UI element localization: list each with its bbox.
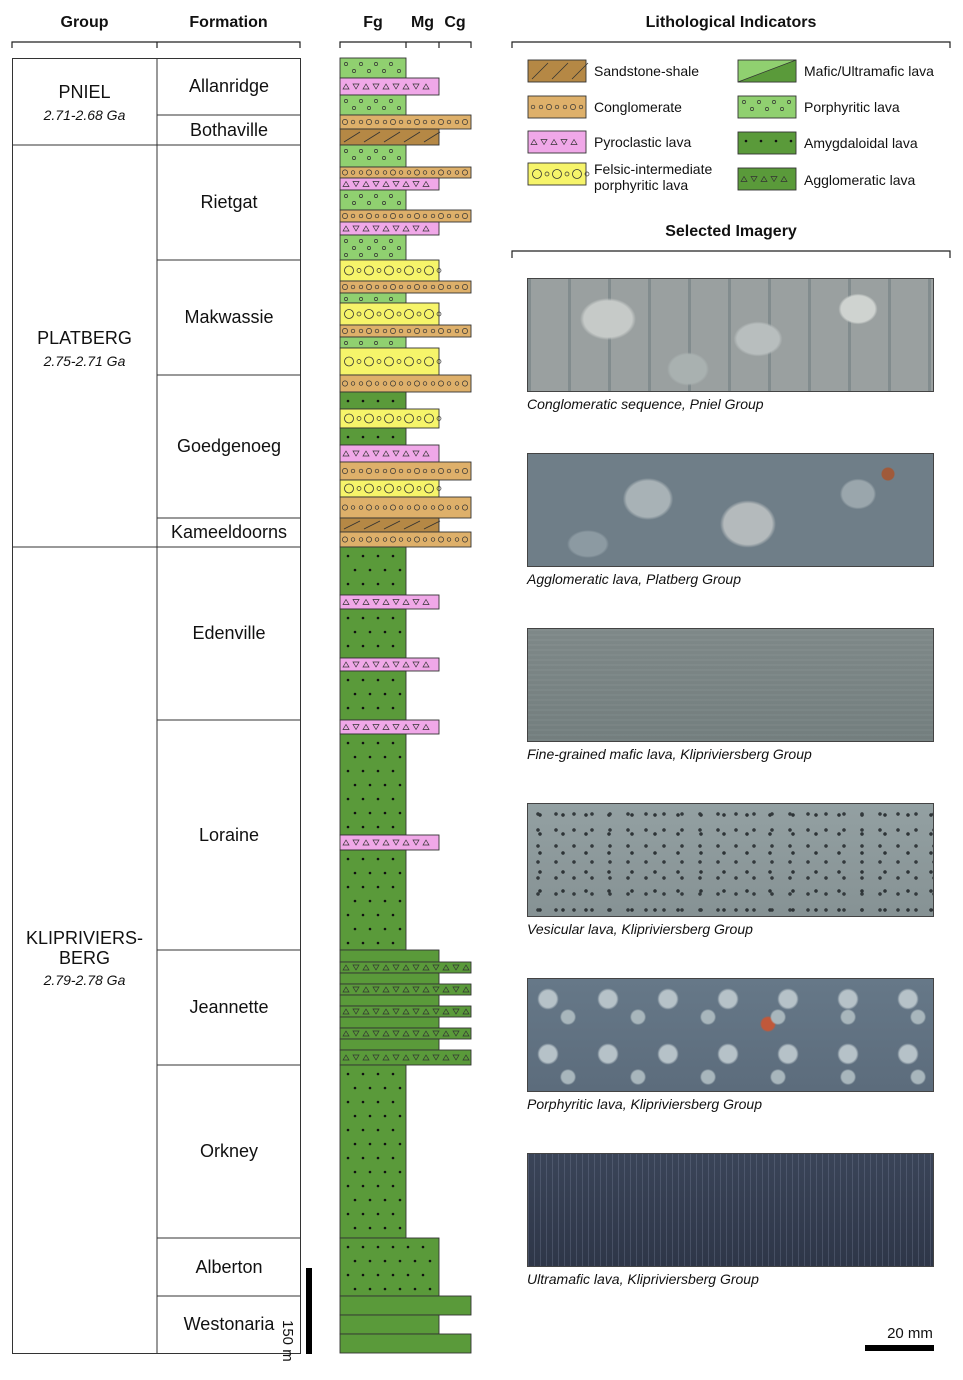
layer-sandstone bbox=[528, 60, 588, 82]
layer-porphyritic bbox=[340, 337, 406, 348]
lithological-indicators-header: Lithological Indicators bbox=[645, 14, 817, 31]
legend-label-mafic-ultramafic-lava: Mafic/Ultramafic lava bbox=[804, 63, 934, 79]
layer-pyroclastic bbox=[340, 720, 439, 734]
layer-pyroclastic bbox=[528, 131, 586, 153]
layer-conglomerate bbox=[528, 96, 586, 118]
layer-amygdaloidal bbox=[738, 132, 796, 154]
layer-mafic bbox=[340, 1315, 439, 1334]
layer-amygdaloidal bbox=[340, 1065, 406, 1238]
layer-amygdaloidal bbox=[340, 995, 439, 1006]
formation-bothaville: Bothaville bbox=[189, 119, 269, 140]
group-header: Group bbox=[60, 14, 109, 31]
cg-header: Cg bbox=[444, 14, 466, 31]
caption-vesicular: Vesicular lava, Klipriviersberg Group bbox=[527, 921, 753, 937]
image-scale-bar bbox=[865, 1345, 934, 1351]
formation-orkney: Orkney bbox=[199, 1141, 259, 1161]
selected-imagery-header: Selected Imagery bbox=[665, 223, 797, 240]
layer-amygdaloidal bbox=[340, 671, 406, 720]
mg-header: Mg bbox=[410, 14, 435, 31]
layer-pyroclastic bbox=[340, 445, 439, 462]
legend-label-felsic-intermediate-porphyritic-lava: Felsic-intermediate porphyritic lava bbox=[594, 161, 713, 193]
layer-sandstone bbox=[340, 518, 440, 532]
layer-felsic bbox=[340, 260, 441, 281]
layer-porphyritic bbox=[340, 145, 406, 167]
legend-swatch-mafic bbox=[738, 60, 796, 82]
formation-kameeldoorns: Kameeldoorns bbox=[170, 522, 288, 542]
group-age: 2.71-2.68 Ga bbox=[43, 107, 126, 123]
layer-amygdaloidal bbox=[340, 392, 406, 409]
layer-pyroclastic bbox=[340, 658, 439, 671]
layer-conglomerate bbox=[340, 167, 471, 178]
layer-felsic bbox=[340, 303, 441, 325]
layer-agglomeratic bbox=[340, 984, 471, 995]
formation-westonaria: Westonaria bbox=[183, 1314, 275, 1334]
group-age: 2.79-2.78 Ga bbox=[43, 972, 126, 988]
layer-amygdaloidal bbox=[340, 547, 406, 595]
layer-amygdaloidal bbox=[340, 850, 406, 950]
layer-felsic bbox=[340, 409, 441, 428]
core-image-conglomeratic bbox=[527, 278, 934, 392]
layer-agglomeratic bbox=[340, 1006, 471, 1017]
formation-jeannette: Jeannette bbox=[189, 997, 269, 1017]
layer-porphyritic bbox=[340, 190, 406, 210]
core-image-fine-grained-mafic bbox=[527, 628, 934, 742]
legend-label-amygdaloidal-lava: Amygdaloidal lava bbox=[804, 135, 918, 151]
layer-pyroclastic bbox=[340, 78, 439, 95]
layer-conglomerate bbox=[340, 115, 471, 129]
layer-mafic bbox=[340, 1334, 471, 1353]
group-klipriviersberg bbox=[12, 928, 157, 988]
layer-agglomeratic bbox=[340, 1050, 471, 1065]
layer-pyroclastic bbox=[340, 595, 439, 609]
legend-label-sandstone-shale: Sandstone-shale bbox=[594, 63, 700, 79]
layer-conglomerate bbox=[340, 281, 471, 293]
fg-header: Fg bbox=[363, 14, 383, 31]
formation-loraine: Loraine bbox=[198, 824, 260, 845]
formation-allanridge: Allanridge bbox=[188, 76, 270, 96]
layer-agglomeratic bbox=[738, 168, 796, 190]
caption-porphyritic: Porphyritic lava, Klipriviersberg Group bbox=[527, 1096, 762, 1112]
legend-label-pyroclastic-lava: Pyroclastic lava bbox=[594, 134, 692, 150]
layer-mafic bbox=[340, 1296, 471, 1315]
layer-amygdaloidal bbox=[340, 950, 439, 962]
layer-conglomerate bbox=[340, 462, 471, 480]
caption-agglomeratic: Agglomeratic lava, Platberg Group bbox=[527, 571, 741, 587]
layer-porphyritic bbox=[340, 293, 406, 303]
layer-conglomerate bbox=[340, 210, 471, 222]
layer-amygdaloidal bbox=[340, 1017, 439, 1028]
layer-pyroclastic bbox=[340, 178, 439, 190]
layer-felsic bbox=[340, 348, 441, 375]
formation-header: Formation bbox=[189, 14, 268, 31]
core-image-agglomeratic bbox=[527, 453, 934, 567]
group-name: KLIPRIVIERS- BERG bbox=[25, 928, 144, 968]
formation-makwassie: Makwassie bbox=[184, 307, 274, 327]
layer-pyroclastic bbox=[340, 222, 439, 235]
layer-sandstone bbox=[340, 129, 440, 145]
layer-agglomeratic bbox=[340, 1028, 471, 1039]
layer-amygdaloidal bbox=[340, 734, 406, 835]
formation-goedgenoeg: Goedgenoeg bbox=[176, 436, 282, 456]
group-name: PNIEL bbox=[58, 82, 111, 102]
layer-felsic bbox=[528, 163, 589, 185]
caption-ultramafic: Ultramafic lava, Klipriviersberg Group bbox=[527, 1271, 759, 1287]
layer-porphyritic bbox=[340, 95, 406, 115]
layer-amygdaloidal bbox=[340, 428, 406, 445]
layer-amygdaloidal bbox=[340, 1039, 439, 1050]
layer-pyroclastic bbox=[340, 835, 439, 850]
layer-amygdaloidal bbox=[340, 973, 439, 984]
thickness-scale-bar bbox=[306, 1268, 312, 1354]
formation-edenville: Edenville bbox=[192, 623, 266, 643]
layer-amygdaloidal bbox=[340, 609, 406, 658]
group-age: 2.75-2.71 Ga bbox=[43, 353, 126, 369]
layer-conglomerate bbox=[340, 375, 471, 392]
layer-agglomeratic bbox=[340, 962, 471, 973]
caption-fine-grained-mafic: Fine-grained mafic lava, Klipriviersberg Group bbox=[527, 746, 812, 762]
layer-porphyritic bbox=[340, 58, 406, 78]
core-image-porphyritic bbox=[527, 978, 934, 1092]
layer-porphyritic bbox=[340, 235, 406, 260]
legend-label-porphyritic-lava: Porphyritic lava bbox=[804, 99, 900, 115]
legend-label-conglomerate: Conglomerate bbox=[594, 99, 682, 115]
caption-conglomeratic: Conglomeratic sequence, Pniel Group bbox=[527, 396, 764, 412]
thickness-scale-label: 150 m bbox=[279, 1320, 296, 1362]
layer-felsic bbox=[340, 480, 441, 497]
layer-conglomerate bbox=[340, 532, 471, 547]
image-scale-label: 20 mm bbox=[887, 1325, 933, 1342]
formation-rietgat: Rietgat bbox=[200, 192, 258, 212]
legend-label-agglomeratic-lava: Agglomeratic lava bbox=[804, 172, 916, 188]
layer-porphyritic bbox=[738, 96, 796, 118]
formation-alberton: Alberton bbox=[195, 1256, 263, 1277]
group-platberg bbox=[12, 328, 157, 369]
core-image-ultramafic bbox=[527, 1153, 934, 1267]
layer-conglomerate bbox=[340, 325, 471, 337]
group-name: PLATBERG bbox=[37, 328, 132, 348]
layer-conglomerate bbox=[340, 497, 471, 518]
group-pniel bbox=[12, 82, 157, 123]
layer-amygdaloidal bbox=[340, 1238, 439, 1296]
core-image-vesicular bbox=[527, 803, 934, 917]
